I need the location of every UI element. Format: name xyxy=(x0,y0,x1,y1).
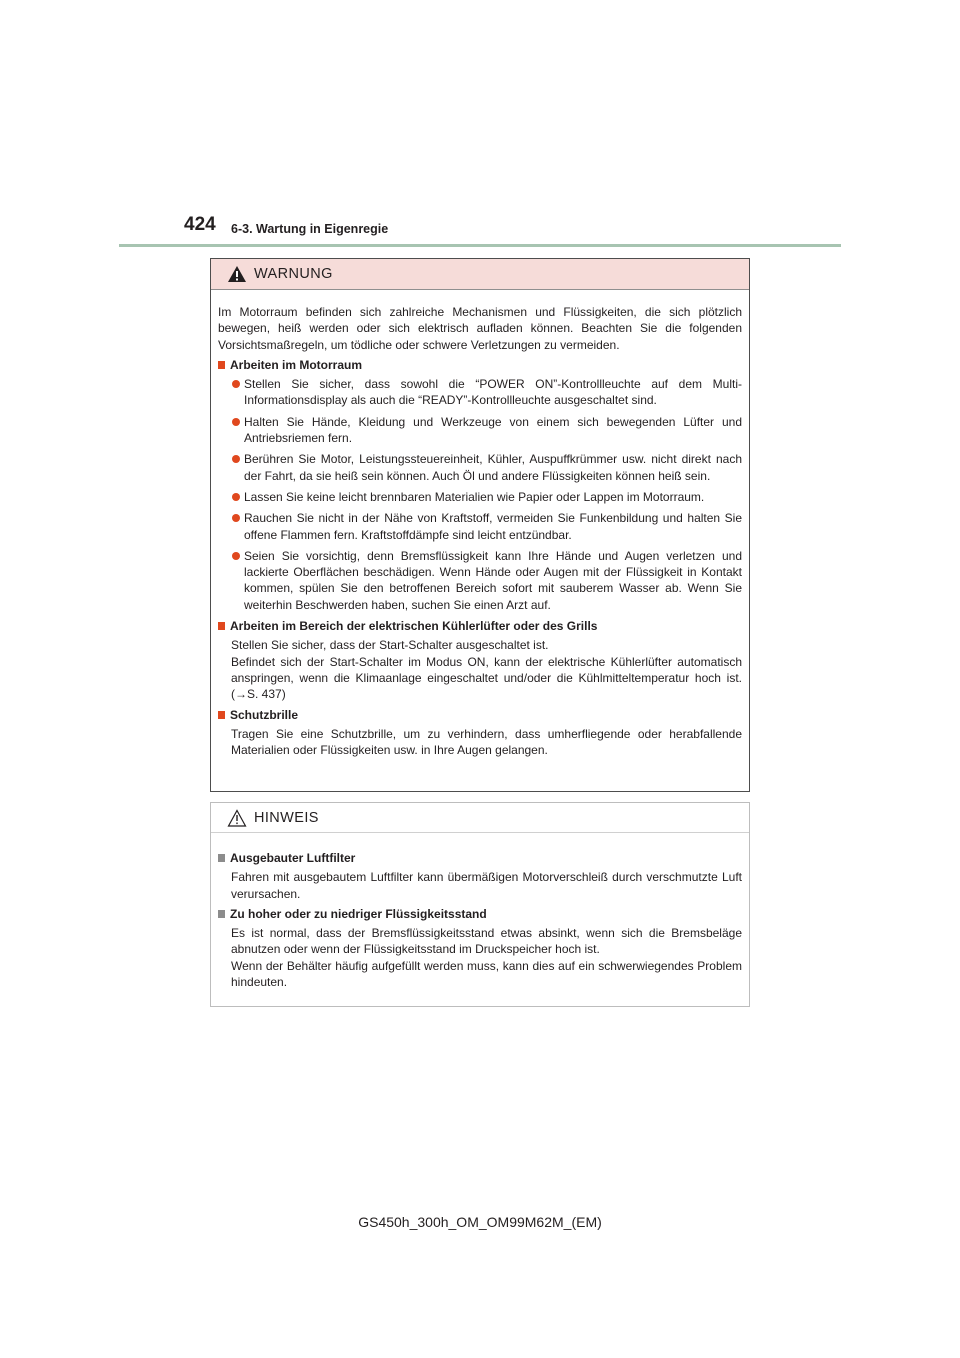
list-item xyxy=(218,510,742,543)
section-text-line: Befindet sich der Start-Schalter im Modus ON, kann der elektrische Kühlerlüfter automatisch anspringen, wenn die Klimaanlage eingeschaltet und/oder die Kühlmitteltemperatur hoch ist. (→S. 437) xyxy=(231,654,742,702)
notice-header xyxy=(211,803,749,833)
section-heading-text: Arbeiten im Bereich der elektrischen Kühlerlüfter oder des Grills xyxy=(230,619,598,634)
square-bullet-icon xyxy=(218,622,225,630)
section-heading-text: Zu hoher oder zu niedriger Flüssigkeitsstand xyxy=(230,906,487,921)
section-text: Fahren mit ausgebautem Luftfilter kann übermäßigen Motorverschleiß durch verschmutzte Luft verursachen. xyxy=(231,870,742,901)
square-bullet-icon xyxy=(218,711,225,719)
section-heading xyxy=(218,357,742,373)
warning-header xyxy=(211,259,749,290)
section-heading-text: Schutzbrille xyxy=(230,707,299,722)
list-item xyxy=(218,489,742,505)
square-bullet-icon xyxy=(218,854,225,862)
list-item-text: Stellen Sie sicher, dass sowohl die “POWER ON”-Kontrollleuchte auf dem Multi-Informationsdisplay als auch die “READY”-Kontrollleuchte ausgeschaltet sind. xyxy=(244,377,742,408)
list-item xyxy=(218,414,742,447)
warning-triangle-icon xyxy=(227,265,247,283)
bullet-list xyxy=(218,376,742,613)
circle-bullet-icon xyxy=(232,455,240,463)
list-item-text: Halten Sie Hände, Kleidung und Werkzeuge von einem sich bewegenden Lüfter und Antriebsriemen fern. xyxy=(244,414,742,446)
list-item-text: Rauchen Sie nicht in der Nähe von Kraftstoff, vermeiden Sie Funkenbildung und halten Sie offene Flammen fern. Kraftstoffdämpfe sind leicht entzündbar. xyxy=(244,511,742,542)
list-item-text: Seien Sie vorsichtig, denn Bremsflüssigkeit kann Ihre Hände und Augen verletzen und lackierte Oberflächen beschädigen. Wenn Hände oder Augen mit der Flüssigkeit in Kontakt kommen, spülen Sie den betroffenen Bereich sofort mit sauberem Wasser ab. Wenn Sie weiterhin Beschwerden haben, suchen Sie einen Arzt auf. xyxy=(244,548,742,612)
square-bullet-icon xyxy=(218,361,225,369)
section-text xyxy=(218,925,742,990)
section-text-line: Stellen Sie sicher, dass der Start-Schalter ausgeschaltet ist. xyxy=(231,638,549,653)
notice-body xyxy=(211,833,749,990)
section-heading xyxy=(218,618,742,634)
notice-triangle-icon xyxy=(227,809,247,827)
list-item-text: Berühren Sie Motor, Leistungssteuereinheit, Kühler, Auspuffkrümmer usw. nicht direkt nach der Fahrt, da sie heiß sein können. Auch Öl und andere Flüssigkeiten können heiß sein. xyxy=(244,452,742,483)
page-number: 424 xyxy=(184,214,216,235)
warning-box xyxy=(210,258,750,792)
notice-box xyxy=(210,802,750,1007)
header-rule xyxy=(119,244,841,247)
list-item xyxy=(218,451,742,484)
circle-bullet-icon xyxy=(232,493,240,501)
section-title: 6-3. Wartung in Eigenregie xyxy=(231,222,389,236)
section-heading xyxy=(218,850,742,866)
circle-bullet-icon xyxy=(232,552,240,560)
section-text xyxy=(218,637,742,702)
warning-intro: Im Motorraum befinden sich zahlreiche Mechanismen und Flüssigkeiten, die sich plötzlich bewegen, heiß werden oder sich elektrisch aufladen können. Beachten Sie die folgenden Vorsichtsmaßregeln, um tödliche oder schwere Verletzungen zu vermeiden. xyxy=(218,305,742,352)
section-text-line: Wenn der Behälter häufig aufgefüllt werden muss, kann dies auf ein schwerwiegendes Problem hindeuten. xyxy=(231,958,742,990)
list-item xyxy=(218,548,742,613)
section-text-line: Es ist normal, dass der Bremsflüssigkeitsstand etwas absinkt, wenn sich die Bremsbeläge abnutzen oder wenn der Flüssigkeitsstand im Druckspeicher hoch ist. xyxy=(231,926,742,957)
section-heading xyxy=(218,906,742,922)
list-item-text: Lassen Sie keine leicht brennbaren Materialien wie Papier oder Lappen im Motorraum. xyxy=(244,489,705,504)
document-code: GS450h_300h_OM_OM99M62M_(EM) xyxy=(358,1214,602,1230)
warning-body xyxy=(211,290,749,758)
square-bullet-icon xyxy=(218,910,225,918)
section-text: Tragen Sie eine Schutzbrille, um zu verhindern, dass umherfliegende oder herabfallende Materialien oder Flüssigkeiten usw. in Ihre Augen gelangen. xyxy=(231,726,742,758)
circle-bullet-icon xyxy=(232,418,240,426)
section-heading xyxy=(218,707,742,723)
section-heading-text: Ausgebauter Luftfilter xyxy=(230,851,356,865)
notice-title: HINWEIS xyxy=(254,809,319,826)
circle-bullet-icon xyxy=(232,514,240,522)
list-item xyxy=(218,376,742,409)
section-heading-text: Arbeiten im Motorraum xyxy=(230,357,363,372)
circle-bullet-icon xyxy=(232,380,240,388)
warning-title: WARNUNG xyxy=(254,266,333,282)
